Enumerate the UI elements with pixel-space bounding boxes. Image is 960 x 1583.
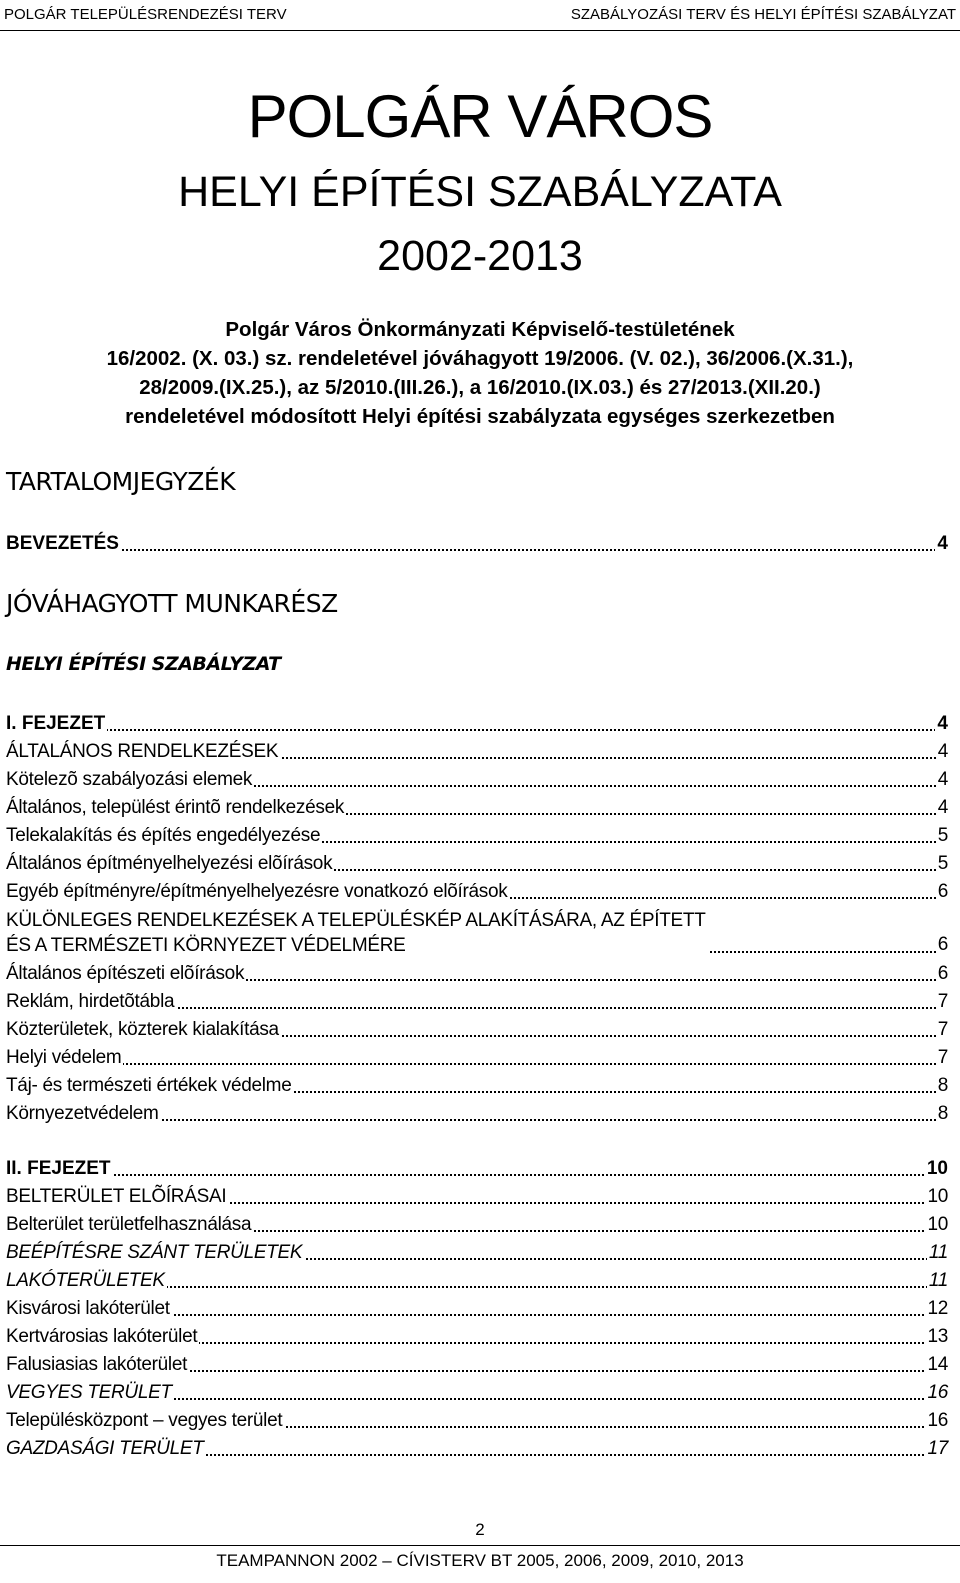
toc-entry-label: Általános építményelhelyezési elõírások: [6, 853, 333, 874]
toc-entry-page: 17: [927, 1438, 948, 1459]
toc-list: [6, 0, 948, 1583]
toc-entry[interactable]: [6, 712, 948, 736]
toc-entry-page: 4: [937, 741, 948, 762]
toc-entry-page: 4: [937, 769, 948, 790]
subtitle-line3: 28/2009.(IX.25.), az 5/2010.(III.26.), a 16/2010.(IX.03.) és 27/2013.(XII.20.): [139, 376, 821, 399]
toc-entry-label: Táj- és természeti értékek védelme: [6, 1075, 292, 1096]
document-years: 2002-2013: [377, 232, 583, 280]
header-left: POLGÁR TELEPÜLÉSRENDEZÉSI TERV: [4, 6, 287, 23]
footer-rule: [0, 1545, 960, 1546]
leader-dots: [6, 1063, 948, 1065]
toc-entry-label: Kisvárosi lakóterület: [6, 1298, 170, 1319]
toc-entry[interactable]: [6, 1325, 948, 1349]
hesz-heading: HELYI ÉPÍTÉSI SZABÁLYZAT: [6, 653, 281, 675]
toc-entry-label: Telekalakítás és építés engedélyezése: [6, 825, 321, 846]
toc-entry-page: 14: [927, 1354, 948, 1375]
leader-dots: [6, 1174, 948, 1176]
toc-entry[interactable]: [6, 1185, 948, 1209]
toc-entry-page: 7: [937, 991, 948, 1012]
toc-entry[interactable]: [6, 1102, 948, 1126]
document-title: POLGÁR VÁROS: [247, 83, 713, 150]
toc-entry-label: Környezetvédelem: [6, 1103, 159, 1124]
toc-entry-label: Helyi védelem: [6, 1047, 122, 1068]
toc-entry-page: 11: [928, 1242, 948, 1263]
toc-entry[interactable]: [6, 1046, 948, 1070]
toc-entry-page: 10: [927, 1214, 948, 1235]
running-footer: TEAMPANNON 2002 – CÍVISTERV BT 2005, 2006, 2009, 2010, 2013: [216, 1551, 744, 1570]
toc-entry[interactable]: [6, 768, 948, 792]
toc-entry[interactable]: [6, 1157, 948, 1181]
toc-entry-page: 4: [937, 713, 948, 734]
toc-entry-page: 10: [926, 1158, 948, 1179]
toc-entry[interactable]: [6, 1353, 948, 1377]
toc-entry-label: Településközpont – vegyes terület: [6, 1410, 283, 1431]
toc-entry-label: Kertvárosias lakóterület: [6, 1326, 198, 1347]
toc-entry[interactable]: [6, 1269, 948, 1293]
toc-entry-label: Közterületek, közterek kialakítása: [6, 1019, 279, 1040]
toc-entry-page: 16: [927, 1382, 948, 1403]
toc-entry-label: LAKÓTERÜLETEK: [6, 1270, 165, 1291]
toc-entry-label: Általános építészeti elõírások: [6, 963, 245, 984]
toc-entry-page: 5: [937, 825, 948, 846]
toc-entry-page: 5: [937, 853, 948, 874]
leader-dots: [6, 729, 948, 731]
toc-entry[interactable]: [6, 1297, 948, 1321]
toc-entry-label: BEVEZETÉS: [6, 533, 119, 554]
page-number: 2: [475, 1520, 485, 1539]
toc-entry-page: 4: [937, 797, 948, 818]
subtitle-line4: rendeletével módosított Helyi építési szabályzata egységes szerkezetben: [125, 405, 835, 428]
toc-entry-page: 4: [937, 533, 948, 554]
toc-entry[interactable]: [6, 990, 948, 1014]
toc-entry[interactable]: [6, 740, 948, 764]
toc-entry-page: 12: [927, 1298, 948, 1319]
toc-entry-page: 11: [928, 1270, 948, 1291]
toc-entry[interactable]: [6, 1213, 948, 1237]
toc-entry-label: Általános, települést érintõ rendelkezések: [6, 797, 345, 818]
toc-entry[interactable]: [6, 852, 948, 876]
toc-entry-page: 10: [927, 1186, 948, 1207]
subtitle-line1: Polgár Város Önkormányzati Képviselő-testületének: [225, 318, 735, 341]
toc-entry[interactable]: [6, 1074, 948, 1098]
toc-entry[interactable]: [6, 1381, 948, 1405]
toc-entry-label: I. FEJEZET: [6, 713, 106, 734]
toc-heading: TARTALOMJEGYZÉK: [6, 467, 236, 496]
toc-entry[interactable]: [6, 824, 948, 848]
toc-entry-page: 8: [937, 1075, 948, 1096]
toc-entry-label: ÁLTALÁNOS RENDELKEZÉSEK: [6, 741, 279, 762]
toc-entry-page: 7: [937, 1047, 948, 1068]
toc-entry-label: BELTERÜLET ELÕÍRÁSAI: [6, 1186, 227, 1207]
approved-heading: JÓVÁHAGYOTT MUNKARÉSZ: [6, 589, 338, 618]
toc-entry-page: 6: [937, 963, 948, 984]
toc-entry-label: Reklám, hirdetõtábla: [6, 991, 175, 1012]
toc-entry[interactable]: [6, 1437, 948, 1461]
toc-entry-label: Falusiasias lakóterület: [6, 1354, 188, 1375]
toc-entry-label: II. FEJEZET: [6, 1158, 111, 1179]
toc-entry-page: 6: [937, 881, 948, 902]
toc-entry-page: 8: [937, 1103, 948, 1124]
toc-entry[interactable]: [6, 1241, 948, 1265]
toc-entry-label: Belterület területfelhasználása: [6, 1214, 252, 1235]
toc-entry[interactable]: [6, 1018, 948, 1042]
toc-entry[interactable]: [6, 962, 948, 986]
toc-entry-label: KÜLÖNLEGES RENDELKEZÉSEK A TELEPÜLÉSKÉP ALAKÍTÁSÁRA, AZ ÉPÍTETT ÉS A TERMÉSZETI KÖRNYEZET VÉDELMÉRE: [6, 910, 706, 956]
toc-entry-page: 13: [927, 1326, 948, 1347]
document-title-line2: HELYI ÉPÍTÉSI SZABÁLYZATA: [178, 168, 782, 216]
toc-entry-label: VEGYES TERÜLET: [6, 1382, 172, 1403]
header-right: SZABÁLYOZÁSI TERV ÉS HELYI ÉPÍTÉSI SZABÁLYZAT: [570, 6, 956, 23]
subtitle-line2: 16/2002. (X. 03.) sz. rendeletével jóváhagyott 19/2006. (V. 02.), 36/2006.(X.31.),: [106, 347, 854, 370]
toc-entry-label: BEÉPÍTÉSRE SZÁNT TERÜLETEK: [6, 1242, 303, 1263]
toc-entry-label: Egyéb építményre/építményelhelyezésre vonatkozó elõírások: [6, 881, 508, 902]
toc-entry-page: 16: [927, 1410, 948, 1431]
toc-entry[interactable]: [6, 908, 948, 958]
toc-entry[interactable]: [6, 796, 948, 820]
toc-entry[interactable]: [6, 1409, 948, 1433]
toc-entry-label: GAZDASÁGI TERÜLET: [6, 1438, 204, 1459]
toc-entry[interactable]: [6, 880, 948, 904]
toc-entry-page: 7: [937, 1019, 948, 1040]
toc-entry-page: 6: [937, 934, 948, 955]
toc-entry-label: Kötelezõ szabályozási elemek: [6, 769, 253, 790]
